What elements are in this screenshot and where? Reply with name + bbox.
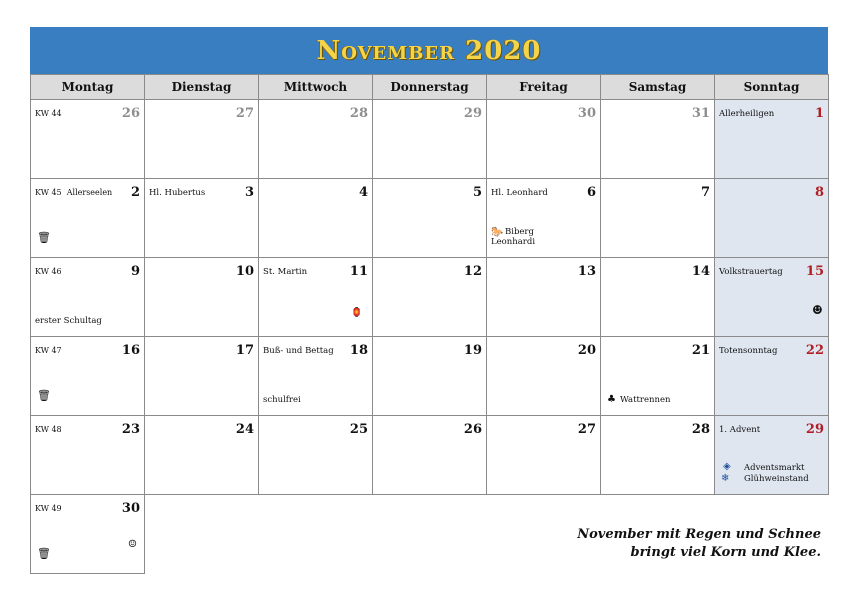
day-number: 26 — [463, 422, 482, 437]
day-number: 27 — [577, 422, 596, 437]
day-cell[interactable] — [145, 337, 259, 416]
day-cell[interactable] — [31, 100, 145, 179]
trash-bin-icon: 🗑 — [37, 547, 51, 560]
week-row — [31, 258, 829, 337]
holiday-label: Hl. Leonhard — [491, 188, 548, 198]
day-number: 29 — [805, 422, 824, 437]
day-cell[interactable] — [259, 258, 373, 337]
day-cell[interactable] — [373, 100, 487, 179]
day-cell[interactable] — [259, 416, 373, 495]
empty-cell — [373, 495, 487, 574]
week-label — [35, 188, 112, 197]
day-number: 2 — [130, 185, 140, 200]
weekday-header: Mittwoch — [259, 75, 373, 100]
holiday-label: St. Martin — [263, 267, 308, 277]
day-number: 4 — [358, 185, 368, 200]
week-number: KW 47 — [35, 346, 62, 355]
day-cell[interactable] — [601, 258, 715, 337]
day-number: 30 — [121, 501, 140, 516]
trash-bin-icon: 🗑 — [37, 231, 51, 244]
event-label: Leonhardi — [491, 237, 536, 247]
day-cell[interactable] — [259, 179, 373, 258]
day-cell[interactable] — [601, 100, 715, 179]
day-cell[interactable] — [487, 337, 601, 416]
day-cell[interactable] — [373, 179, 487, 258]
weekday-header: Donnerstag — [373, 75, 487, 100]
event-label: Biberg — [505, 227, 534, 237]
day-cell[interactable] — [601, 416, 715, 495]
day-number: 28 — [691, 422, 710, 437]
day-number: 1 — [814, 106, 824, 121]
day-cell[interactable] — [31, 337, 145, 416]
day-number: 29 — [463, 106, 482, 121]
event-label: erster Schultag — [35, 316, 102, 326]
day-cell[interactable] — [259, 337, 373, 416]
proverb-line: November mit Regen und Schnee — [577, 527, 821, 542]
title-bar — [30, 27, 828, 74]
day-cell[interactable] — [373, 337, 487, 416]
day-cell-sunday[interactable] — [715, 100, 829, 179]
day-number: 9 — [130, 264, 140, 279]
day-cell-sunday[interactable] — [715, 258, 829, 337]
day-number: 8 — [814, 185, 824, 200]
event-label: Adventsmarkt — [744, 463, 805, 473]
day-number: 30 — [577, 106, 596, 121]
week-number: KW 49 — [35, 504, 62, 513]
day-number: 17 — [235, 343, 254, 358]
month-name: November — [316, 35, 456, 66]
day-number: 18 — [349, 343, 368, 358]
day-cell[interactable] — [31, 179, 145, 258]
day-cell[interactable] — [31, 258, 145, 337]
day-number: 21 — [691, 343, 710, 358]
event-label: Glühweinstand — [744, 474, 809, 484]
day-cell[interactable] — [145, 416, 259, 495]
day-number: 7 — [700, 185, 710, 200]
day-number: 28 — [349, 106, 368, 121]
day-number: 16 — [121, 343, 140, 358]
day-cell[interactable] — [373, 416, 487, 495]
day-number: 14 — [691, 264, 710, 279]
day-cell[interactable] — [601, 179, 715, 258]
day-cell-sunday[interactable] — [715, 179, 829, 258]
week-number: KW 44 — [35, 109, 62, 118]
week-row — [31, 179, 829, 258]
day-number: 31 — [691, 106, 710, 121]
calendar-grid — [30, 74, 829, 574]
day-cell[interactable] — [487, 179, 601, 258]
day-cell[interactable] — [373, 258, 487, 337]
event-label: schulfrei — [263, 395, 301, 405]
day-number: 27 — [235, 106, 254, 121]
day-number: 6 — [586, 185, 596, 200]
day-cell[interactable] — [145, 258, 259, 337]
day-cell[interactable] — [259, 100, 373, 179]
holiday-label: 1. Advent — [719, 425, 761, 435]
weekday-header: Sonntag — [715, 75, 829, 100]
empty-cell — [259, 495, 373, 574]
proverb — [577, 526, 821, 562]
trash-bin-icon: 🗑 — [37, 389, 51, 402]
day-cell[interactable] — [31, 416, 145, 495]
full-moon-icon: ☻ — [812, 303, 823, 317]
day-number: 23 — [121, 422, 140, 437]
day-number: 5 — [472, 185, 482, 200]
day-cell[interactable] — [487, 258, 601, 337]
day-number: 20 — [577, 343, 596, 358]
day-number: 25 — [349, 422, 368, 437]
day-cell-sunday[interactable] — [715, 337, 829, 416]
day-cell[interactable] — [601, 337, 715, 416]
day-number: 12 — [463, 264, 482, 279]
crest-icon: ◈ — [723, 461, 731, 472]
day-cell[interactable] — [145, 179, 259, 258]
snowflake-icon: ❄ — [721, 473, 730, 484]
day-cell-sunday[interactable] — [715, 416, 829, 495]
cards-icon: ♣ — [607, 394, 616, 405]
holiday-label: Volkstrauertag — [719, 267, 783, 277]
day-number: 11 — [349, 264, 368, 279]
day-number: 15 — [805, 264, 824, 279]
weekday-header: Montag — [31, 75, 145, 100]
day-number: 22 — [805, 343, 824, 358]
holiday-label: Hl. Hubertus — [149, 188, 206, 198]
day-number: 3 — [244, 185, 254, 200]
lantern-icon: 🏮 — [351, 308, 363, 318]
week-row — [31, 100, 829, 179]
proverb-line: bringt viel Korn und Klee. — [630, 545, 821, 560]
day-number: 24 — [235, 422, 254, 437]
week-row — [31, 337, 829, 416]
holiday-label: Totensonntag — [719, 346, 778, 356]
week-row — [31, 416, 829, 495]
day-cell[interactable] — [487, 100, 601, 179]
week-number: KW 45 — [35, 188, 62, 197]
day-number: 26 — [121, 106, 140, 121]
holiday-label: Buß- und Bettag — [263, 346, 334, 356]
week-number: KW 46 — [35, 267, 62, 276]
horse-icon: 🐎 — [491, 227, 504, 238]
empty-cell — [145, 495, 259, 574]
day-cell[interactable] — [145, 100, 259, 179]
weekday-header-row — [31, 75, 829, 100]
smiley-icon: ☺ — [128, 539, 137, 550]
weekday-header: Dienstag — [145, 75, 259, 100]
day-number: 19 — [463, 343, 482, 358]
day-number: 13 — [577, 264, 596, 279]
holiday-label: Allerheiligen — [719, 109, 775, 119]
weekday-header: Samstag — [601, 75, 715, 100]
day-cell[interactable] — [487, 416, 601, 495]
weekday-header: Freitag — [487, 75, 601, 100]
month-title — [316, 36, 541, 66]
day-number: 10 — [235, 264, 254, 279]
event-label: Wattrennen — [620, 395, 671, 405]
day-cell[interactable] — [31, 495, 145, 574]
holiday-label: Allerseelen — [66, 188, 113, 197]
year-label: 2020 — [465, 35, 542, 66]
week-number: KW 48 — [35, 425, 62, 434]
